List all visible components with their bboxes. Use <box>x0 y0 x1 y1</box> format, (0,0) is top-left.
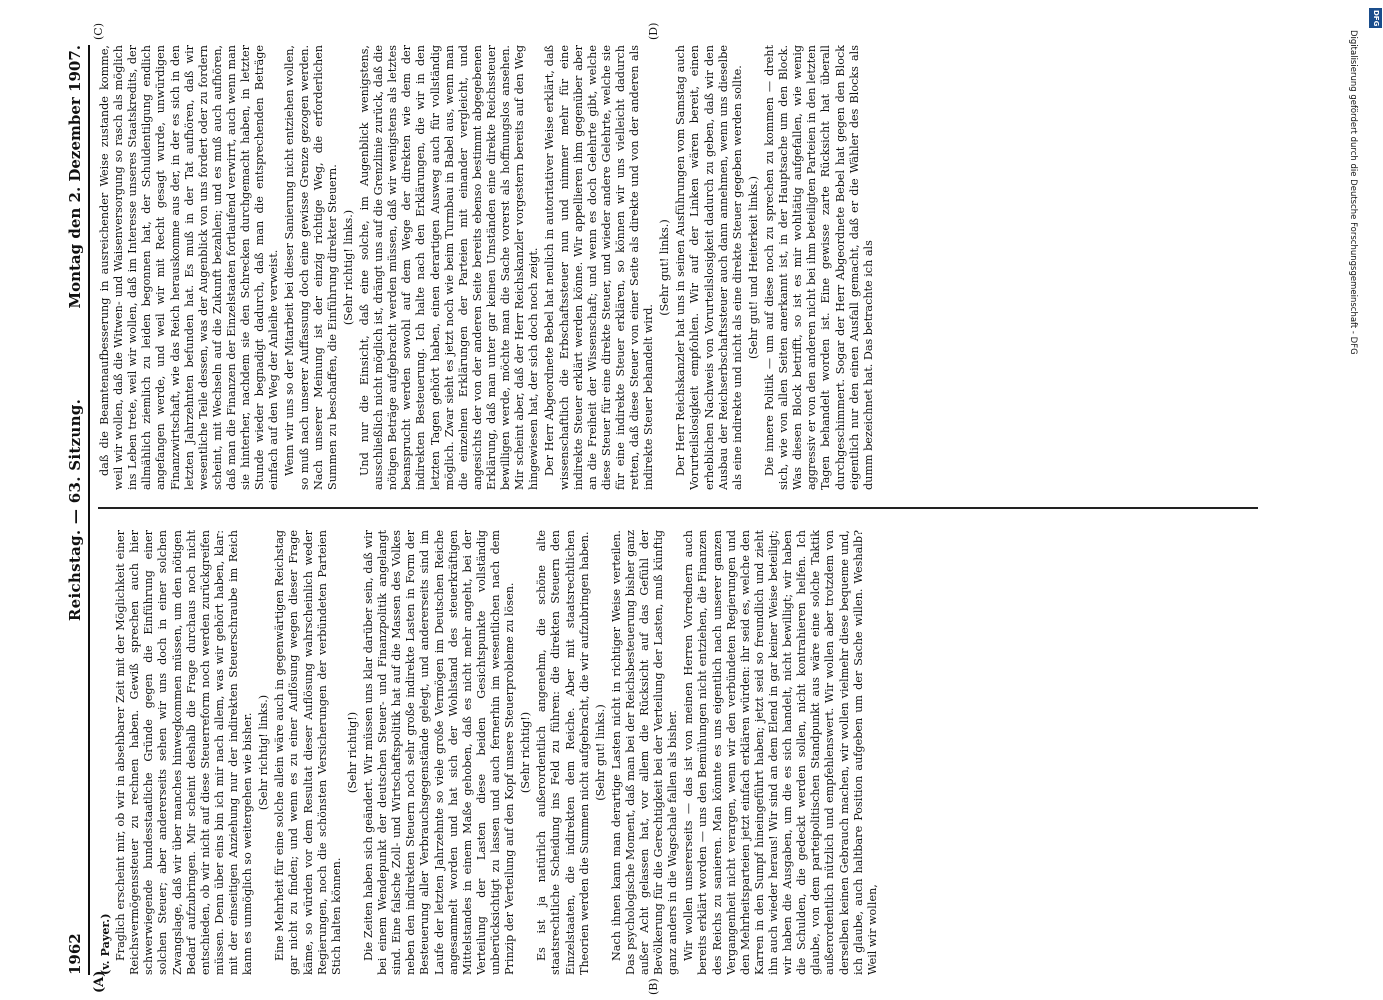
header-rule <box>88 45 90 975</box>
paragraph: Nach ihnen kann man derartige Lasten nicht in richtiger Weise verteilen. Das psychologische Moment, daß man bei der Reichsbesteuerung bisher ganz außer Acht gelassen hat, vor allem die Rücksicht auf das Gefühl der Bevölkerung für die Gerechtigkeit bei der Verteilung der Lasten, muß künftig ganz anders in die Wagschale fallen als bisher. <box>609 530 680 975</box>
session-date: Montag den 2. Dezember 1907. <box>66 45 84 309</box>
digitization-credit: Digitalisierung gefördert durch die Deutsche Forschungsgemeinschaft - DFG <box>1348 30 1358 355</box>
paragraph: Wenn wir uns so der Mitarbeit bei dieser Sanierung nicht entziehen wollen, so muß nach unserer Auffassung doch eine gewisse Grenze gezogen werden. Nach unserer Meinung ist der einzig richtige Weg, die erforderlichen Summen zu beschaffen, die Einführung direkter Steuern. <box>283 45 339 490</box>
paragraph: Der Herr Abgeordnete Bebel hat neulich in autoritativer Weise erklärt, daß wissenschaftlich die Erbschaftssteuer nun und nimmer mehr für eine indirekte Steuer erklärt werden könne. Wir appellieren ihm gegenüber aber an die Freiheit der Wissenschaft; und wenn es doch Gelehrte gibt, welche diese Steuer für eine direkte Steuer, und wieder andere Gelehrte, welche sie für eine indirekte Steuer erklären, so können wir uns vielleicht dadurch retten, daß diese Steuer von einer Seite als direkte und von der anderen als indirekte Steuer behandelt wird. <box>543 45 656 490</box>
paragraph: daß die Beamtenaufbesserung in ausreichender Weise zustande komme, weil wir wollen, daß die Witwen- und Waisenversorgung so rasch als möglich ins Leben trete, weil wir wollen, daß im Interesse unseres Staatskredits, der allmählich ziemlich zu leiden begonnen hat, der Schuldentilgung endlich angefangen werde, und weil wir mit Recht gesagt wurde, unwürdigen Finanzwirtschaft, wie das Reich herauskomme aus der, in der es sich in den letzten Jahrzehnten befunden hat. Es muß in der Tat aufhören, daß wir wesentliche Teile dessen, was der Augenblick von uns fordert oder zu fordern scheint, mit Wechseln auf die Zukunft bezahlen; und es muß auch aufhören, daß man die Finanzen der Einzelstaaten fortlaufend verwirrt, auch wenn man sie hinterher, nachdem sie den Schrecken durchgemacht haben, in letzter Stunde wieder begnadigt dadurch, daß man die entsprechenden Beträge einfach auf den Weg der Anleihe verweist. <box>98 45 281 490</box>
running-head <box>62 45 88 975</box>
running-title: Reichstag. — 63. Sitzung. <box>66 398 84 622</box>
paragraph: Und nur die Einsicht, daß eine solche, im Augenblick wenigstens, ausschließlich nicht möglich ist, drängt uns auf die Grenzlinie zurück, daß die nötigen Beträge aufgebracht werden müssen, daß wir wenigstens als letztes beansprucht werden sowohl auf dem Wege der direkten wie dem der indirekten Besteuerung. Ich halte nach den Erklärungen, die wir in den letzten Tagen gehört haben, einen derartigen Ausweg auch für vollständig möglich. Zwar sieht es jetzt noch wie beim Turmbau in Babel aus, wenn man die einzelnen Erklärungen der Parteien mit einander vergleicht, und angesichts der von der anderen Seite bereits ebenso bestimmt abgegebenen Erklärung, daß man unter gar keinen Umständen eine direkte Reichssteuer bewilligen werde, möchte man die Sache vorerst als hoffnungslos ansehen. Mir scheint aber, daß der Herr Reichskanzler vorgestern bereits auf den Weg hingewiesen hat, der sich doch noch zeigt. <box>357 45 541 490</box>
right-column-text <box>98 45 876 490</box>
paragraph: Wir wollen unsererseits — das ist von meinen Herren Vorrednern auch bereits erklärt worden — uns den Bemühungen nicht entziehen, die Finanzen des Reichs zu sanieren. Man könnte es uns eigentlich nach unserer ganzen Vergangenheit nicht verargen, wenn wir den verbündeten Regierungen und den Mehrheitsparteien jetzt einfach erklären würden: ihr seid es, welche den Karren in den Sumpf hineingeführt haben; jetzt seid so freundlich und zieht ihn auch wieder heraus! Wir sind an dem Elend in gar keiner Weise beteiligt; wir haben die Ausgaben, um die es sich handelt, nicht bewilligt; wir haben die Schulden, die gedeckt werden sollen, nicht kontrahieren helfen. Ich glaube, von dem parteipolitischen Standpunkt aus wäre eine solche Taktik außerordentlich nützlich und empfehlenswert. Wir wollen aber trotzdem von derselben keinen Gebrauch machen, wir wollen vielmehr diese bequeme und, ich glaube, auch haltbare Position aufgeben um der Sache willen. Weshalb? Weil wir wollen, <box>682 530 879 975</box>
interjection: (Sehr gut! links.) <box>658 219 672 316</box>
right-column <box>98 45 1258 490</box>
left-column <box>98 530 1258 975</box>
interjection: (Sehr gut! links.) <box>593 704 607 801</box>
paragraph: Eine Mehrheit für eine solche allein wäre auch in gegenwärtigen Reichstag gar nicht zu finden; und wenn es zu einer Auflösung wegen dieser Frage käme, so würden vor dem Resultat dieser Auflösung wahrscheinlich weder Regierungen, noch die schönsten Versicherungen der verbündeten Parteien Stich halten können. <box>273 530 343 975</box>
paragraph: Fraglich erscheint mir, ob wir in absehbarer Zeit mit der Möglichkeit einer Reichsvermögenssteuer zu rechnen haben. Gewiß sprechen auch hier schwerwiegende bundesstaatliche Gründe gegen die Einführung einer solchen Steuer; aber andererseits sehen wir uns doch in einer solchen Zwangslage, daß wir über manches hinwegkommen müssen, um den nötigen Bedarf aufzubringen. Mir scheint deshalb die Frage durchaus noch nicht entschieden, ob wir nicht auf diese Steuerreform noch werden zurückgreifen müssen. Denn über eins bin ich mir nach allem, was wir gehört haben, klar: mit der einseitigen Anziehung nur der indirekten Steuerschraube im Reich kann es unmöglich so weitergehen wie bisher. <box>114 530 255 975</box>
paragraph: Der Herr Reichskanzler hat uns in seinen Ausführungen vom Samstag auch Vorurteilslosigkeit empfohlen. Wir auf der Linken wären bereit, einen erheblichen Nachweis von Vorurteilslosigkeit dadurch zu geben, daß wir den Ausbau der Reichserbschaftssteuer auch dann annehmen, wenn uns dieselbe als eine indirekte und nicht als eine direkte Steuer gegeben werden sollte. <box>674 45 744 490</box>
interjection: (Sehr richtig!) <box>519 711 533 794</box>
margin-mark-c: (C) <box>92 23 105 40</box>
left-column-text <box>114 530 880 975</box>
interjection: (Sehr gut! und Heiterkeit links.) <box>746 175 760 360</box>
speaker-label: (v. Payer.) <box>98 913 112 975</box>
paragraph: Die Zeiten haben sich geändert. Wir müssen uns klar darüber sein, daß wir bei einem Wendepunkt der deutschen Steuer- und Finanzpolitik angelangt sind. Eine falsche Zoll- und Wirtschaftspolitik hat auf die Massen des Volkes neben den indirekten Steuern noch sehr große indirekte Lasten in Form der Besteuerung aller Verbrauchsgegenstände gelegt, und andererseits sind im Laufe der letzten Jahrzehnte so viele große Vermögen im Deutschen Reiche angesammelt worden und hat sich der Wohlstand des steuerkräftigen Mittelstandes in einem Maße gehoben, daß es nicht mehr angeht, bei der Verteilung der Lasten diese beiden Gesichtspunkte vollständig unberücksichtigt zu lassen und auch fernerhin im wesentlichen nach dem Prinzip der Verteilung auf den Kopf unsere Steuerprobleme zu lösen. <box>361 530 517 975</box>
interjection: (Sehr richtig! links.) <box>257 694 271 811</box>
margin-mark-b: (B) <box>647 978 660 995</box>
paragraph: Es ist ja natürlich außerordentlich angenehm, die schöne alte staatsrechtliche Scheidung ins Feld zu führen: die direkten Steuern den Einzelstaaten, die indirekten dem Reiche. Aber mit staatsrechtlichen Theorien werden die Summen nicht aufgebracht, die wir aufzubringen haben. <box>535 530 591 975</box>
interjection: (Sehr richtig! links.) <box>341 209 355 326</box>
margin-mark-d: (D) <box>647 22 660 40</box>
page-number: 1962 <box>66 933 84 975</box>
column-rule <box>98 508 1258 510</box>
rotated-page <box>62 22 1277 995</box>
paragraph: Die innere Politik — um auf diese noch zu sprechen zu kommen — dreht sich, wie von allen Seiten anerkannt ist, in der Hauptsache um den Block. Was diesen Block betrifft, so ist es mir wohltätig aufgefallen, wie wenig aggressiv er von den anderen nicht bei ihm beteiligten Parteien in den letzten Tagen behandelt worden ist. Eine gewisse zarte Rücksicht hat überall durchgeschimmert. Sogar der Herr Abgeordnete Bebel hat gegen den Block eigentlich nur den einen Ausfall gemacht, daß er die Wähler des Blocks als dumm bezeichnet hat. Das betrachte ich als <box>763 45 875 490</box>
interjection: (Sehr richtig!) <box>345 711 359 794</box>
margin-mark-a: (A) <box>92 970 107 993</box>
dfg-logo: DFG <box>1369 8 1382 28</box>
